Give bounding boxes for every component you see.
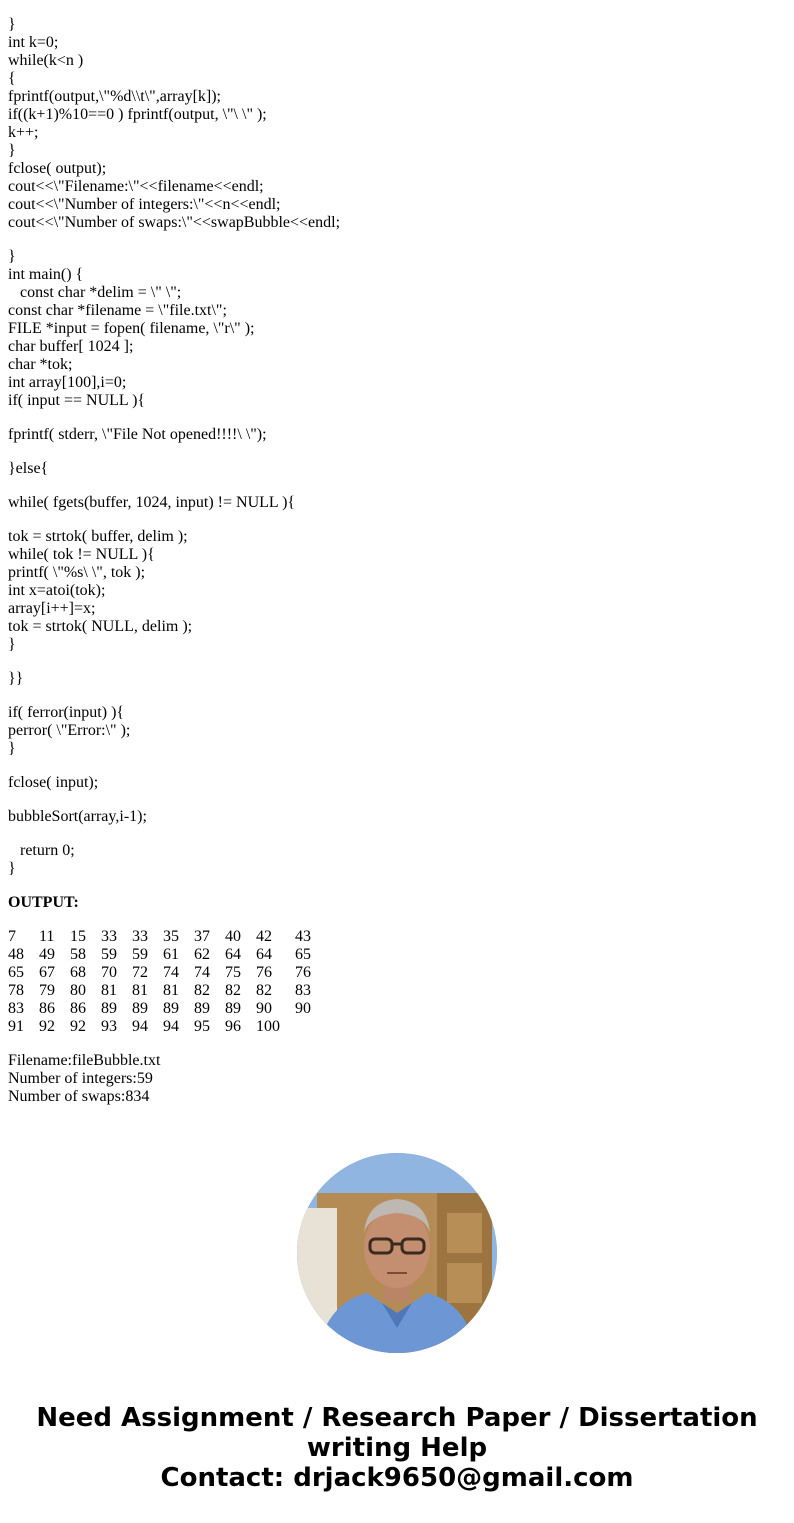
code-line: tok = strtok( buffer, delim ); (8, 528, 188, 545)
code-line: fclose( input); (8, 774, 99, 791)
promo-banner (0, 1403, 794, 1493)
promo-line-2: writing Help (306, 1433, 488, 1463)
output-cell: 89 (132, 1000, 148, 1017)
code-line: }else{ (8, 460, 49, 477)
promo-line-1: Need Assignment / Research Paper / Dissertation (36, 1403, 758, 1433)
output-cell: 82 (256, 982, 272, 999)
person-portrait-icon (297, 1153, 497, 1353)
code-line: printf( \"%s\ \", tok ); (8, 564, 146, 581)
output-cell: 75 (225, 964, 241, 981)
code-line (8, 826, 778, 842)
code-line: while( tok != NULL ){ (8, 546, 155, 563)
output-cell: 93 (101, 1018, 117, 1035)
code-line: if( input == NULL ){ (8, 392, 146, 409)
output-cell: 81 (163, 982, 179, 999)
code-line: if((k+1)%10==0 ) fprintf(output, \"\ \" ); (8, 106, 267, 123)
output-cell: 80 (70, 982, 86, 999)
output-cell: 33 (132, 928, 148, 945)
code-line: int k=0; (8, 34, 59, 51)
code-line (8, 792, 778, 808)
code-line (8, 232, 778, 248)
output-cell: 58 (70, 946, 86, 963)
code-line: { (8, 70, 16, 87)
output-row (8, 946, 326, 964)
output-cell: 82 (225, 982, 241, 999)
output-cell: 92 (70, 1018, 86, 1035)
output-cell: 72 (132, 964, 148, 981)
output-row (8, 964, 326, 982)
output-cell: 95 (194, 1018, 210, 1035)
swaps-count-line: Number of swaps:834 (8, 1088, 150, 1105)
output-cell: 94 (132, 1018, 148, 1035)
output-cell: 90 (295, 1000, 311, 1017)
code-line: }} (8, 670, 24, 687)
code-line: int array[100],i=0; (8, 374, 127, 391)
code-line: const char *delim = \" \"; (8, 284, 182, 301)
code-line: k++; (8, 124, 39, 141)
output-cell: 92 (39, 1018, 55, 1035)
code-line: perror( \"Error:\" ); (8, 722, 131, 739)
code-line: } (8, 248, 16, 265)
code-line: cout<<\"Filename:\"<<filename<<endl; (8, 178, 264, 195)
output-cell: 78 (8, 982, 24, 999)
code-listing (8, 16, 778, 878)
output-cell: 43 (295, 928, 311, 945)
output-cell: 74 (194, 964, 210, 981)
output-cell: 96 (225, 1018, 241, 1035)
output-cell: 7 (8, 928, 16, 945)
output-cell: 94 (163, 1018, 179, 1035)
code-line: const char *filename = \"file.txt\"; (8, 302, 227, 319)
code-line: while(k<n ) (8, 52, 84, 69)
code-line: } (8, 740, 16, 757)
output-cell: 81 (101, 982, 117, 999)
output-cell: 15 (70, 928, 86, 945)
code-line: if( ferror(input) ){ (8, 704, 125, 721)
code-line: FILE *input = fopen( filename, \"r\" ); (8, 320, 255, 337)
output-cell: 83 (295, 982, 311, 999)
code-line: cout<<\"Number of swaps:\"<<swapBubble<<endl; (8, 214, 341, 231)
output-cell: 49 (39, 946, 55, 963)
code-line: char buffer[ 1024 ]; (8, 338, 134, 355)
output-cell: 40 (225, 928, 241, 945)
output-cell: 90 (256, 1000, 272, 1017)
output-row (8, 982, 326, 1000)
output-row (8, 1018, 326, 1036)
output-table (8, 928, 326, 1036)
code-line: } (8, 16, 16, 33)
output-row (8, 1000, 326, 1018)
output-cell: 33 (101, 928, 117, 945)
code-line: int x=atoi(tok); (8, 582, 106, 599)
output-cell: 64 (256, 946, 272, 963)
code-line: } (8, 636, 16, 653)
output-cell: 59 (101, 946, 117, 963)
output-cell: 86 (39, 1000, 55, 1017)
output-cell: 100 (256, 1018, 280, 1035)
code-line (8, 654, 778, 670)
output-cell: 89 (194, 1000, 210, 1017)
output-cell: 65 (295, 946, 311, 963)
output-cell: 82 (194, 982, 210, 999)
output-row (8, 928, 326, 946)
code-line: tok = strtok( NULL, delim ); (8, 618, 193, 635)
code-line: fclose( output); (8, 160, 107, 177)
code-line: int main() { (8, 266, 84, 283)
output-cell: 91 (8, 1018, 24, 1035)
code-line: fprintf(output,\"%d\\t\",array[k]); (8, 88, 221, 105)
output-cell: 86 (70, 1000, 86, 1017)
output-cell: 67 (39, 964, 55, 981)
output-cell: 79 (39, 982, 55, 999)
avatar (297, 1153, 497, 1353)
output-cell: 76 (256, 964, 272, 981)
output-cell: 83 (8, 1000, 24, 1017)
code-line: array[i++]=x; (8, 600, 96, 617)
code-line (8, 410, 778, 426)
code-line (8, 688, 778, 704)
output-cell: 61 (163, 946, 179, 963)
code-line (8, 478, 778, 494)
promo-contact-line: Contact: drjack9650@gmail.com (160, 1463, 634, 1493)
code-line: } (8, 860, 16, 877)
code-line: } (8, 142, 16, 159)
output-cell: 64 (225, 946, 241, 963)
code-line (8, 758, 778, 774)
output-cell: 70 (101, 964, 117, 981)
code-line: while( fgets(buffer, 1024, input) != NULL ){ (8, 494, 296, 511)
output-cell: 81 (132, 982, 148, 999)
output-cell: 89 (101, 1000, 117, 1017)
filename-line: Filename:fileBubble.txt (8, 1052, 161, 1069)
output-cell: 62 (194, 946, 210, 963)
output-cell: 35 (163, 928, 179, 945)
code-line (8, 512, 778, 528)
output-cell: 65 (8, 964, 24, 981)
code-line (8, 444, 778, 460)
output-cell: 42 (256, 928, 272, 945)
output-heading: OUTPUT: (8, 894, 79, 911)
code-line: return 0; (8, 842, 75, 859)
output-cell: 89 (225, 1000, 241, 1017)
output-cell: 89 (163, 1000, 179, 1017)
code-line: char *tok; (8, 356, 73, 373)
summary-block (8, 1052, 160, 1106)
output-cell: 76 (295, 964, 311, 981)
output-cell: 68 (70, 964, 86, 981)
output-cell: 37 (194, 928, 210, 945)
code-line: cout<<\"Number of integers:\"<<n<<endl; (8, 196, 281, 213)
integers-count-line: Number of integers:59 (8, 1070, 153, 1087)
output-cell: 59 (132, 946, 148, 963)
code-line: fprintf( stderr, \"File Not opened!!!!\ \"); (8, 426, 267, 443)
output-cell: 48 (8, 946, 24, 963)
output-cell: 11 (39, 928, 55, 945)
code-line: bubbleSort(array,i-1); (8, 808, 147, 825)
output-cell: 74 (163, 964, 179, 981)
